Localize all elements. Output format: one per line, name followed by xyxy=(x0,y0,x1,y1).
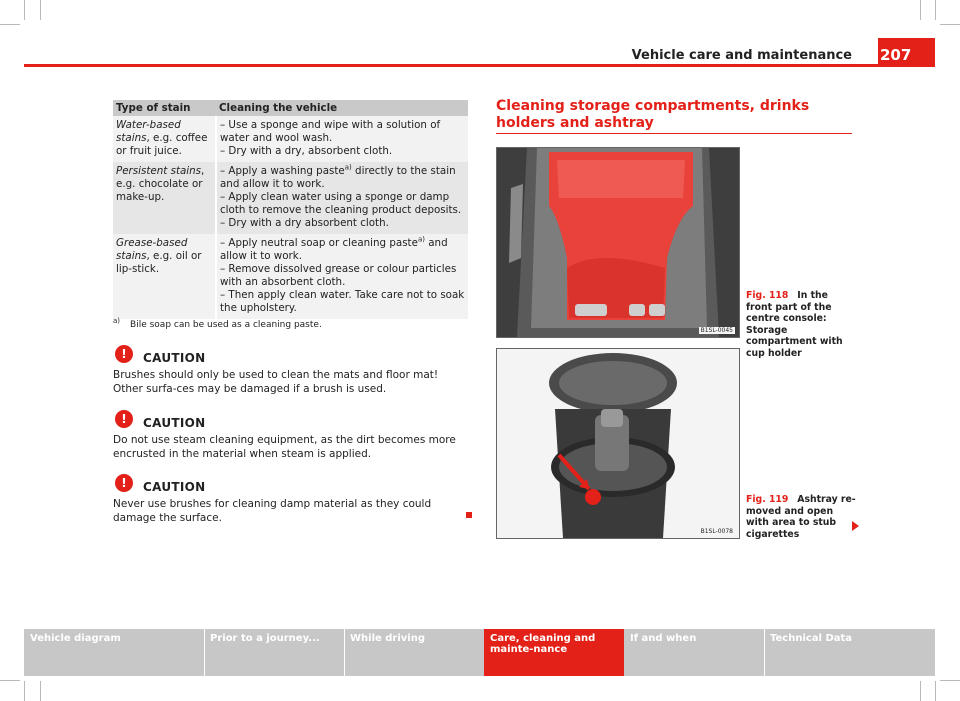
stain-table xyxy=(113,100,468,319)
cleaning-cell xyxy=(216,234,468,319)
cleaning-step: – Apply clean water using a sponge or damp cloth to remove the cleaning product deposits. xyxy=(220,191,462,216)
cleaning-step-text: and allow it to work. xyxy=(220,237,448,262)
stain-example: , e.g. chocolate or make-up. xyxy=(116,165,205,203)
figure-number: Fig. 118 xyxy=(746,290,789,301)
nav-tab-if-and-when[interactable]: If and when xyxy=(630,633,697,644)
cleaning-step: – Use a sponge and wipe with a solution of water and wool wash. xyxy=(220,119,441,144)
stain-type-cell xyxy=(113,116,216,162)
warning-icon: ! xyxy=(115,345,133,363)
section-title: Cleaning storage compartments, drinks holders and ashtray xyxy=(496,98,810,131)
figure-caption-text: Ashtray re-moved and open with area to stub cigarettes xyxy=(746,494,856,540)
footnote-ref: a) xyxy=(417,235,425,244)
cleaning-step: – Dry with a dry, absorbent cloth. xyxy=(220,145,393,157)
stain-name: Grease-based stains xyxy=(116,237,188,262)
section-rule xyxy=(496,133,852,134)
warning-icon: ! xyxy=(115,474,133,492)
figure-caption xyxy=(746,290,856,359)
stain-type-cell xyxy=(113,162,216,234)
figure-caption-text: In the front part of the centre console: Storage compartment with cup holder xyxy=(746,290,843,359)
page-header-title: Vehicle care and maintenance xyxy=(631,48,852,63)
figure-code: B1SL-0078 xyxy=(700,528,733,535)
figure-number: Fig. 119 xyxy=(746,494,789,505)
table-header-row xyxy=(113,100,468,116)
cleaning-step xyxy=(220,237,465,263)
figure-centre-console xyxy=(496,147,740,338)
nav-tab-care-cleaning[interactable]: Care, cleaning and mainte-nance xyxy=(484,629,624,676)
stain-example: , e.g. coffee or fruit juice. xyxy=(116,132,208,157)
continue-arrow-icon xyxy=(852,521,859,531)
warning-icon: ! xyxy=(115,410,133,428)
header-rule xyxy=(24,64,935,67)
table-row xyxy=(113,116,468,162)
figure-code: B1SL-0045 xyxy=(700,327,733,334)
cleaning-step xyxy=(220,165,465,191)
chapter-nav xyxy=(24,629,935,676)
figure-ashtray xyxy=(496,348,740,539)
nav-tab-prior-to-journey[interactable]: Prior to a journey... xyxy=(210,633,320,644)
nav-tab-technical-data[interactable]: Technical Data xyxy=(770,633,853,644)
stain-name: Water-based stains xyxy=(116,119,181,144)
cleaning-step-text: – Apply neutral soap or cleaning paste xyxy=(220,237,418,249)
table-row xyxy=(113,162,468,234)
cleaning-step-text: directly to the stain and allow it to work. xyxy=(220,165,456,190)
caution-text: Do not use steam cleaning equipment, as the dirt becomes more encrusted in the material when steam is applied. xyxy=(113,434,456,460)
nav-tab-while-driving[interactable]: While driving xyxy=(350,633,426,644)
cleaning-cell xyxy=(216,116,468,162)
caution-title: CAUTION xyxy=(143,416,206,430)
stain-example: , e.g. oil or lip-stick. xyxy=(116,250,202,275)
caution-text: Brushes should only be used to clean the mats and floor mat! Other surfa-ces may be damaged if a brush is used. xyxy=(113,369,439,395)
cleaning-step: – Then apply clean water. Take care not to soak the upholstery. xyxy=(220,289,465,314)
footnote-text: Bile soap can be used as a cleaning paste. xyxy=(130,320,322,330)
ashtray-illustration xyxy=(497,349,739,538)
footnote-ref: a) xyxy=(344,163,352,172)
stain-name: Persistent stains xyxy=(116,165,202,177)
cleaning-cell xyxy=(216,162,468,234)
table-header-cell: Type of stain xyxy=(113,100,216,116)
footnote xyxy=(113,317,322,330)
table-row xyxy=(113,234,468,319)
footnote-mark: a) xyxy=(113,317,121,325)
cleaning-step: – Remove dissolved grease or colour particles with an absorbent cloth. xyxy=(220,263,457,288)
cleaning-step: – Dry with a dry absorbent cloth. xyxy=(220,217,389,229)
table-header-cell: Cleaning the vehicle xyxy=(216,100,468,116)
console-illustration xyxy=(497,148,739,337)
caution-title: CAUTION xyxy=(143,480,206,494)
section-end-mark xyxy=(466,512,472,518)
cleaning-step-text: – Apply a washing paste xyxy=(220,165,345,177)
figure-caption xyxy=(746,494,856,540)
page-number: 207 xyxy=(880,46,912,64)
caution-text: Never use brushes for cleaning damp material as they could damage the surface. xyxy=(113,498,432,524)
stain-type-cell xyxy=(113,234,216,319)
caution-title: CAUTION xyxy=(143,351,206,365)
nav-tab-vehicle-diagram[interactable]: Vehicle diagram xyxy=(30,633,121,644)
